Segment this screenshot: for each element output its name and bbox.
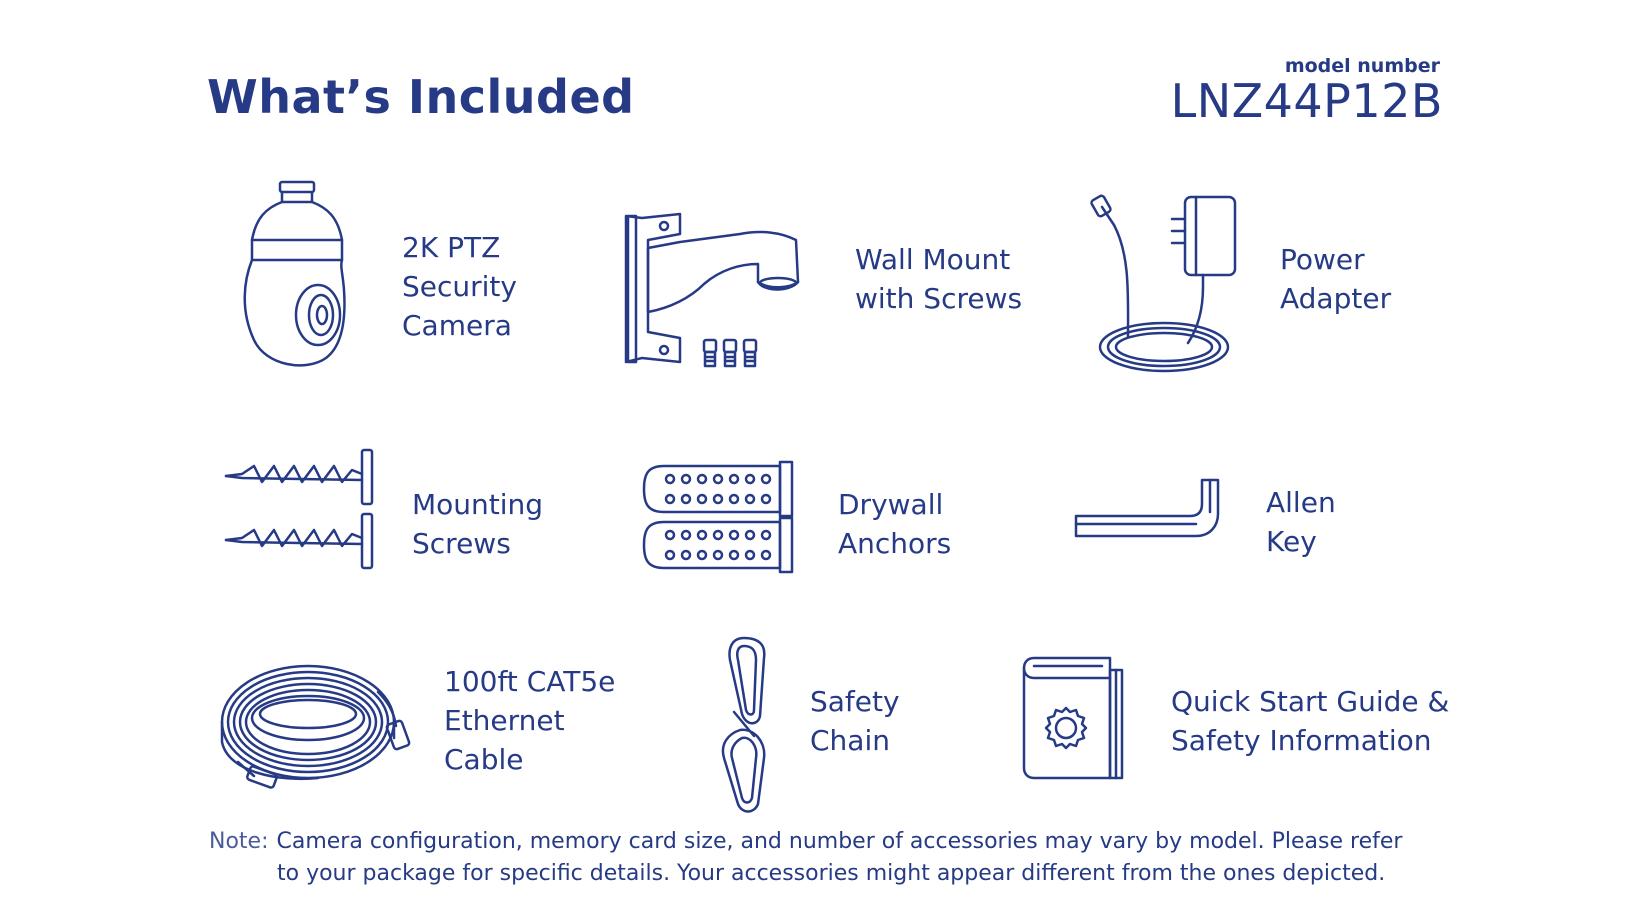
page-title: What’s Included xyxy=(207,70,635,124)
model-number: LNZ44P12B xyxy=(1170,74,1443,128)
ptz-camera-icon xyxy=(236,180,366,375)
ethernet-cable-icon xyxy=(218,652,418,792)
wall-mount-icon xyxy=(620,212,810,377)
item-label-power-adapter: Power Adapter xyxy=(1280,243,1392,315)
note-prefix: Note: xyxy=(209,829,269,854)
item-label-quick-start-guide: Quick Start Guide & Safety Information xyxy=(1171,685,1450,757)
safety-chain-icon xyxy=(714,634,784,816)
item-label-ethernet-cable: 100ft CAT5e Ethernet Cable xyxy=(444,665,616,776)
mounting-screws-icon xyxy=(222,446,382,576)
drywall-anchors-icon xyxy=(644,462,794,572)
model-number-label: model number xyxy=(1284,55,1440,77)
item-label-drywall-anchors: Drywall Anchors xyxy=(838,488,952,560)
allen-key-icon xyxy=(1072,478,1222,542)
footnote xyxy=(209,826,1402,890)
item-label-safety-chain: Safety Chain xyxy=(810,685,900,757)
item-label-wall-mount: Wall Mount with Screws xyxy=(855,243,1023,315)
item-label-allen-key: Allen Key xyxy=(1266,486,1336,558)
note-line-1: Camera configuration, memory card size, and number of accessories may vary by model. Please refer xyxy=(276,829,1403,854)
item-label-mounting-screws: Mounting Screws xyxy=(412,488,544,560)
note-line-2: to your package for specific details. Your accessories might appear different from the ones depicted. xyxy=(277,861,1386,886)
power-adapter-icon xyxy=(1088,195,1253,380)
item-label-ptz-camera: 2K PTZ Security Camera xyxy=(402,231,517,342)
quick-start-guide-icon xyxy=(1022,656,1128,780)
